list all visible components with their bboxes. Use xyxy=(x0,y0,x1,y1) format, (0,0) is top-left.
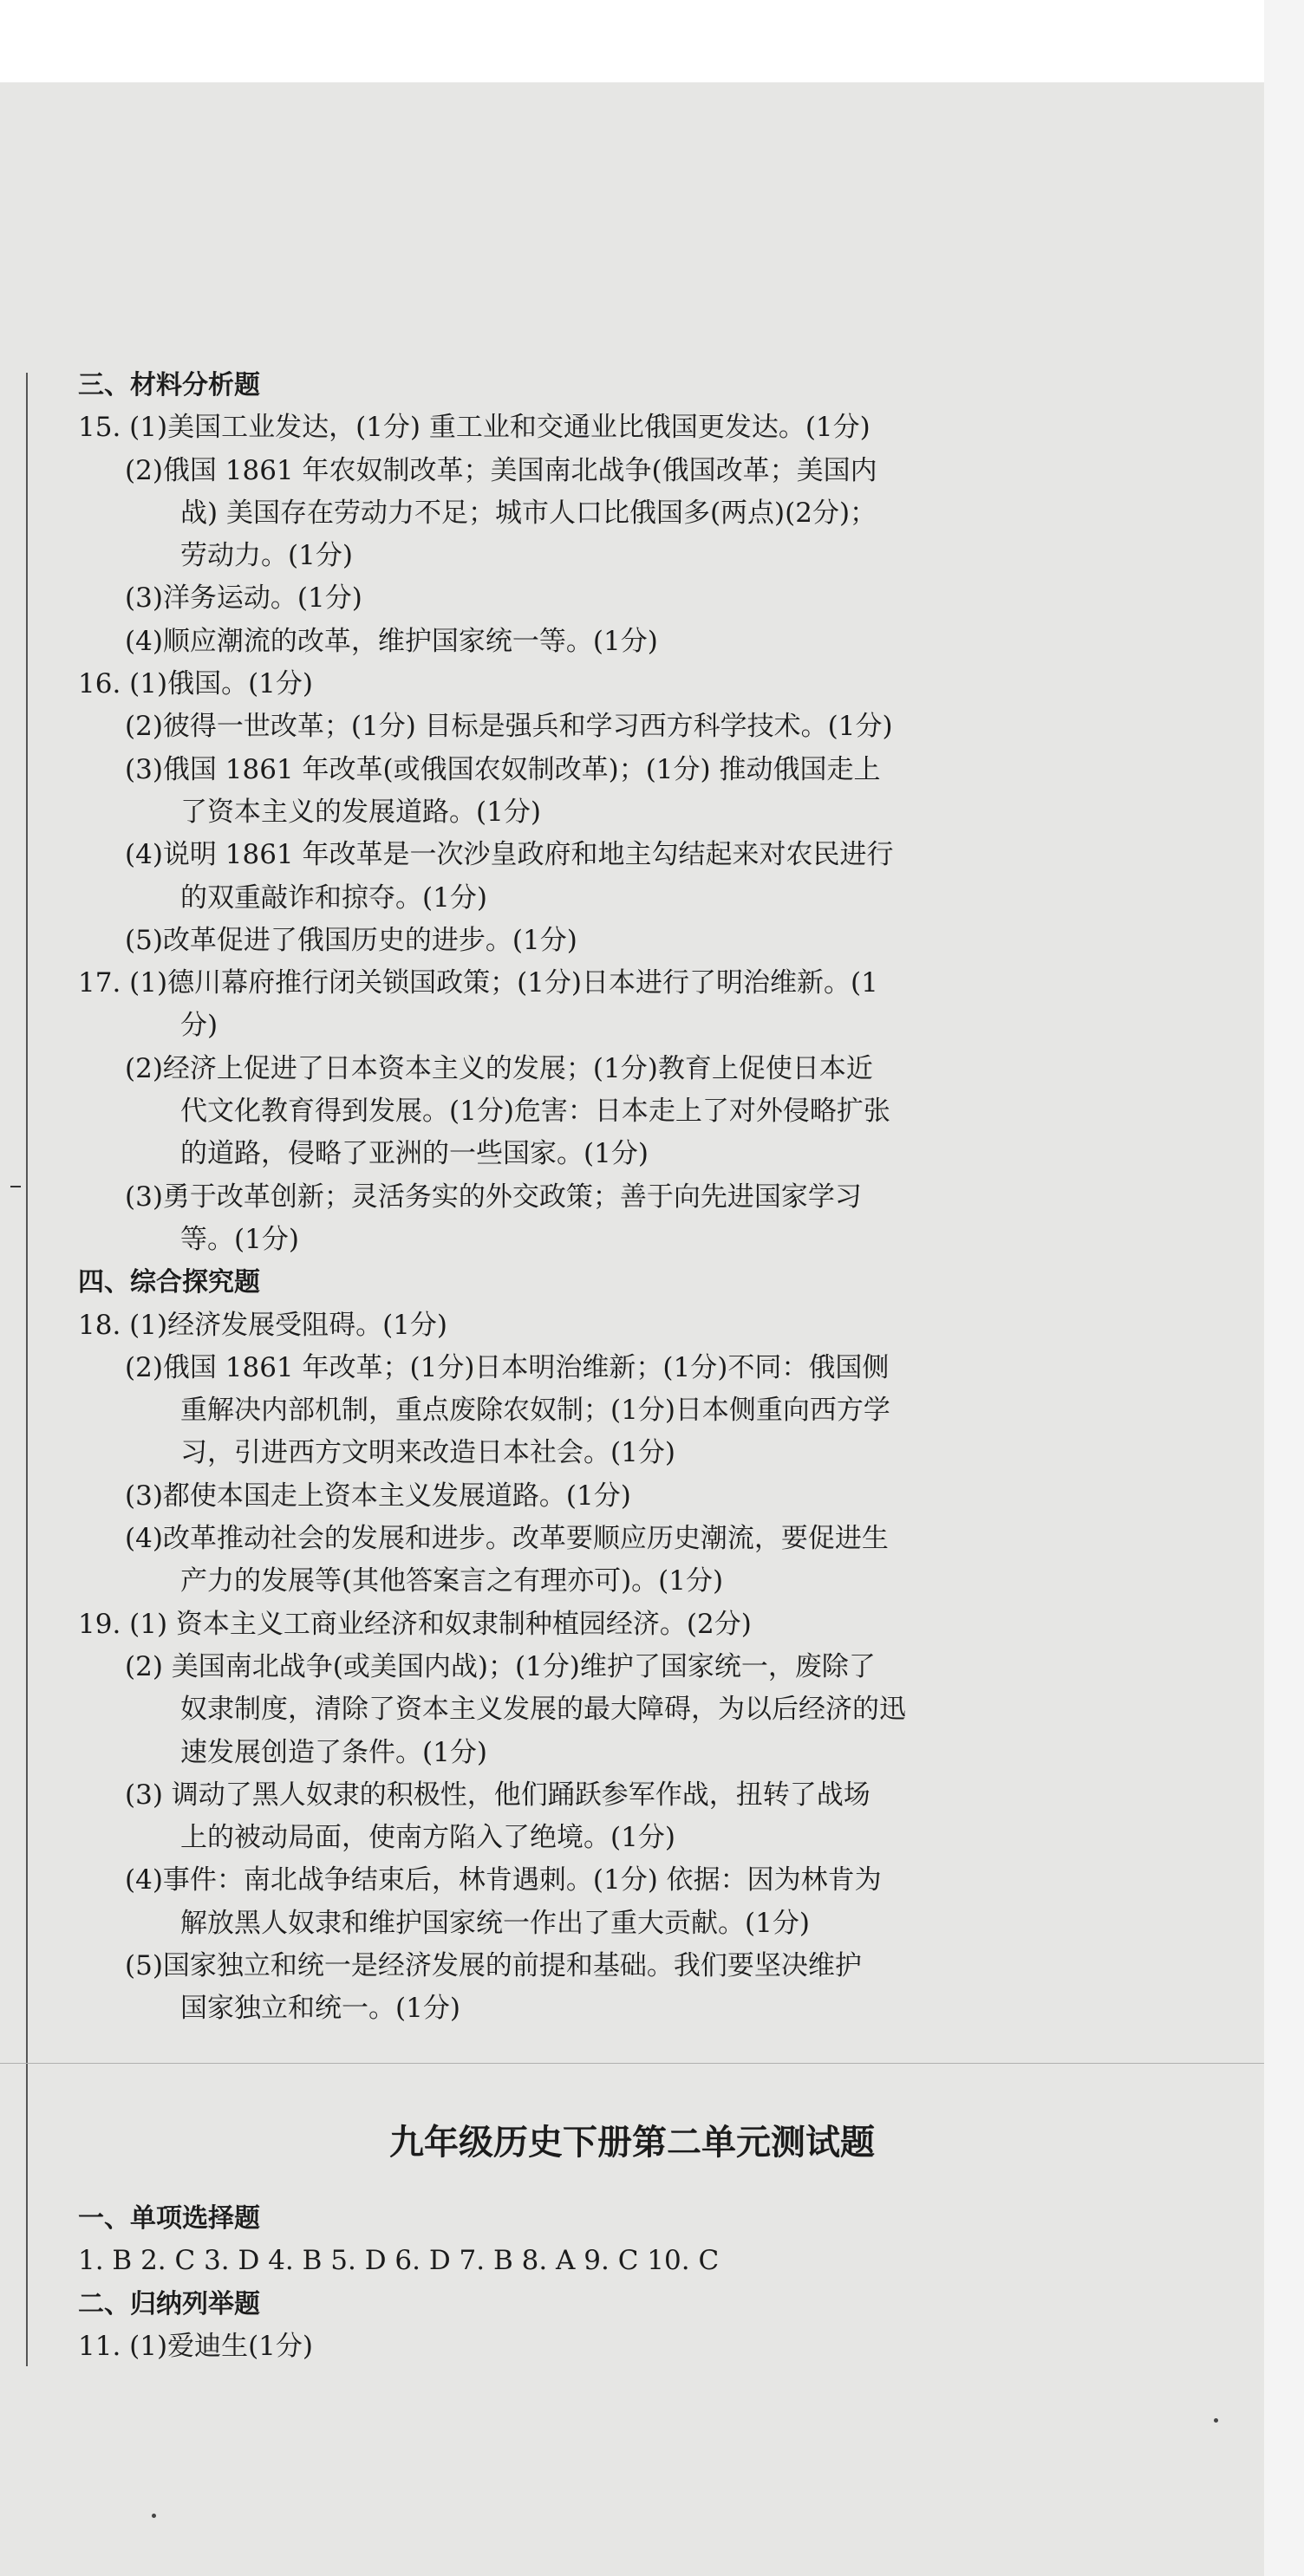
unit2-answers xyxy=(78,2197,988,2368)
material-analysis-answers xyxy=(78,407,988,1261)
answer-line: 19. (1) 资本主义工商业经济和奴隶制种植园经济。(2分) xyxy=(78,1608,752,1640)
answer-line: 代文化教育得到发展。(1分)危害：日本走上了对外侵略扩张 xyxy=(180,1096,890,1128)
answer-line: 解放黑人奴隶和维护国家统一作出了重大贡献。(1分) xyxy=(180,1907,810,1939)
answer-line: 奴隶制度，清除了资本主义发展的最大障碍，为以后经济的迅 xyxy=(180,1694,906,1726)
margin-tick-mark xyxy=(10,1186,21,1187)
answer-line: 的道路，侵略了亚洲的一些国家。(1分) xyxy=(180,1138,649,1170)
answer-line: 15. (1)美国工业发达，(1分) 重工业和交通业比俄国更发达。(1分) xyxy=(78,412,870,444)
answer-line: (2)俄国 1861 年农奴制改革；美国南北战争(俄国改革；美国内 xyxy=(125,454,877,486)
answer-line: (2)彼得一世改革；(1分) 目标是强兵和学习西方科学技术。(1分) xyxy=(125,711,893,743)
right-margin xyxy=(1264,0,1304,2576)
answer-line: 分) xyxy=(180,1010,218,1042)
answer-line: (3) 调动了黑人奴隶的积极性，他们踊跃参军作战，扭转了战场 xyxy=(125,1779,870,1811)
answer-line: (4)顺应潮流的改革，维护国家统一等。(1分) xyxy=(125,625,658,657)
section-heading-summary-list: 二、归纳列举题 xyxy=(78,2288,260,2319)
left-binding-rule xyxy=(26,373,28,2366)
answer-line: 劳动力。(1分) xyxy=(180,540,353,572)
answer-line: 17. (1)德川幕府推行闭关锁国政策；(1分)日本进行了明治维新。(1 xyxy=(78,967,878,999)
answer-line: (4)事件：南北战争结束后，林肯遇刺。(1分) 依据：因为林肯为 xyxy=(125,1864,882,1896)
unit-test-title: 九年级历史下册第二单元测试题 xyxy=(389,2123,875,2163)
section-divider xyxy=(0,2063,1264,2064)
answer-line: 了资本主义的发展道路。(1分) xyxy=(180,796,541,828)
answer-line: (3)勇于改革创新；灵活务实的外交政策；善于向先进国家学习 xyxy=(125,1181,862,1213)
answer-line: (2)经济上促进了日本资本主义的发展；(1分)教育上促使日本近 xyxy=(125,1052,873,1084)
comprehensive-inquiry-answers xyxy=(78,1304,988,2031)
answer-line: 18. (1)经济发展受阻碍。(1分) xyxy=(78,1309,447,1341)
answer-line: 上的被动局面，使南方陷入了绝境。(1分) xyxy=(180,1822,675,1854)
answer-line: (4)改革推动社会的发展和进步。改革要顺应历史潮流，要促进生 xyxy=(125,1523,889,1555)
answer-content xyxy=(78,364,988,2031)
answer-line: 习，引进西方文明来改造日本社会。(1分) xyxy=(180,1437,675,1469)
answer-line: (2) 美国南北战争(或美国内战)；(1分)维护了国家统一，废除了 xyxy=(125,1650,876,1682)
answer-line: 16. (1)俄国。(1分) xyxy=(78,668,313,700)
answer-line: (2)俄国 1861 年改革；(1分)日本明治维新；(1分)不同：俄国侧 xyxy=(125,1351,890,1383)
answer-line: 重解决内部机制，重点废除农奴制；(1分)日本侧重向西方学 xyxy=(180,1395,890,1427)
section-heading-material-analysis: 三、材料分析题 xyxy=(78,370,260,400)
answer-line: 速发展创造了条件。(1分) xyxy=(180,1736,487,1768)
answer-line: (3)都使本国走上资本主义发展道路。(1分) xyxy=(125,1480,631,1512)
speck xyxy=(1214,2418,1218,2423)
question-11-answer: 11. (1)爱迪生(1分) xyxy=(78,2330,313,2362)
speck xyxy=(152,2514,156,2518)
answer-line: 产力的发展等(其他答案言之有理亦可)。(1分) xyxy=(180,1565,724,1597)
answer-line: (5)改革促进了俄国历史的进步。(1分) xyxy=(125,924,577,956)
single-choice-answers: 1. B 2. C 3. D 4. B 5. D 6. D 7. B 8. A 9. C 10. C xyxy=(78,2245,720,2277)
answer-line: 国家独立和统一。(1分) xyxy=(180,1993,460,2025)
section-heading-comprehensive-inquiry: 四、综合探究题 xyxy=(78,1267,260,1298)
answer-line: (3)洋务运动。(1分) xyxy=(125,582,362,615)
answer-line: (4)说明 1861 年改革是一次沙皇政府和地主勾结起来对农民进行 xyxy=(125,839,894,871)
answer-line: 战) 美国存在劳动力不足；城市人口比俄国多(两点)(2分)； xyxy=(180,497,877,529)
top-margin xyxy=(0,0,1304,82)
answer-line: (5)国家独立和统一是经济发展的前提和基础。我们要坚决维护 xyxy=(125,1949,862,1981)
answer-line: 等。(1分) xyxy=(180,1223,299,1255)
section-heading-single-choice: 一、单项选择题 xyxy=(78,2203,260,2234)
answer-line: (3)俄国 1861 年改革(或俄国农奴制改革)；(1分) 推动俄国走上 xyxy=(125,753,881,785)
answer-line: 的双重敲诈和掠夺。(1分) xyxy=(180,881,487,914)
